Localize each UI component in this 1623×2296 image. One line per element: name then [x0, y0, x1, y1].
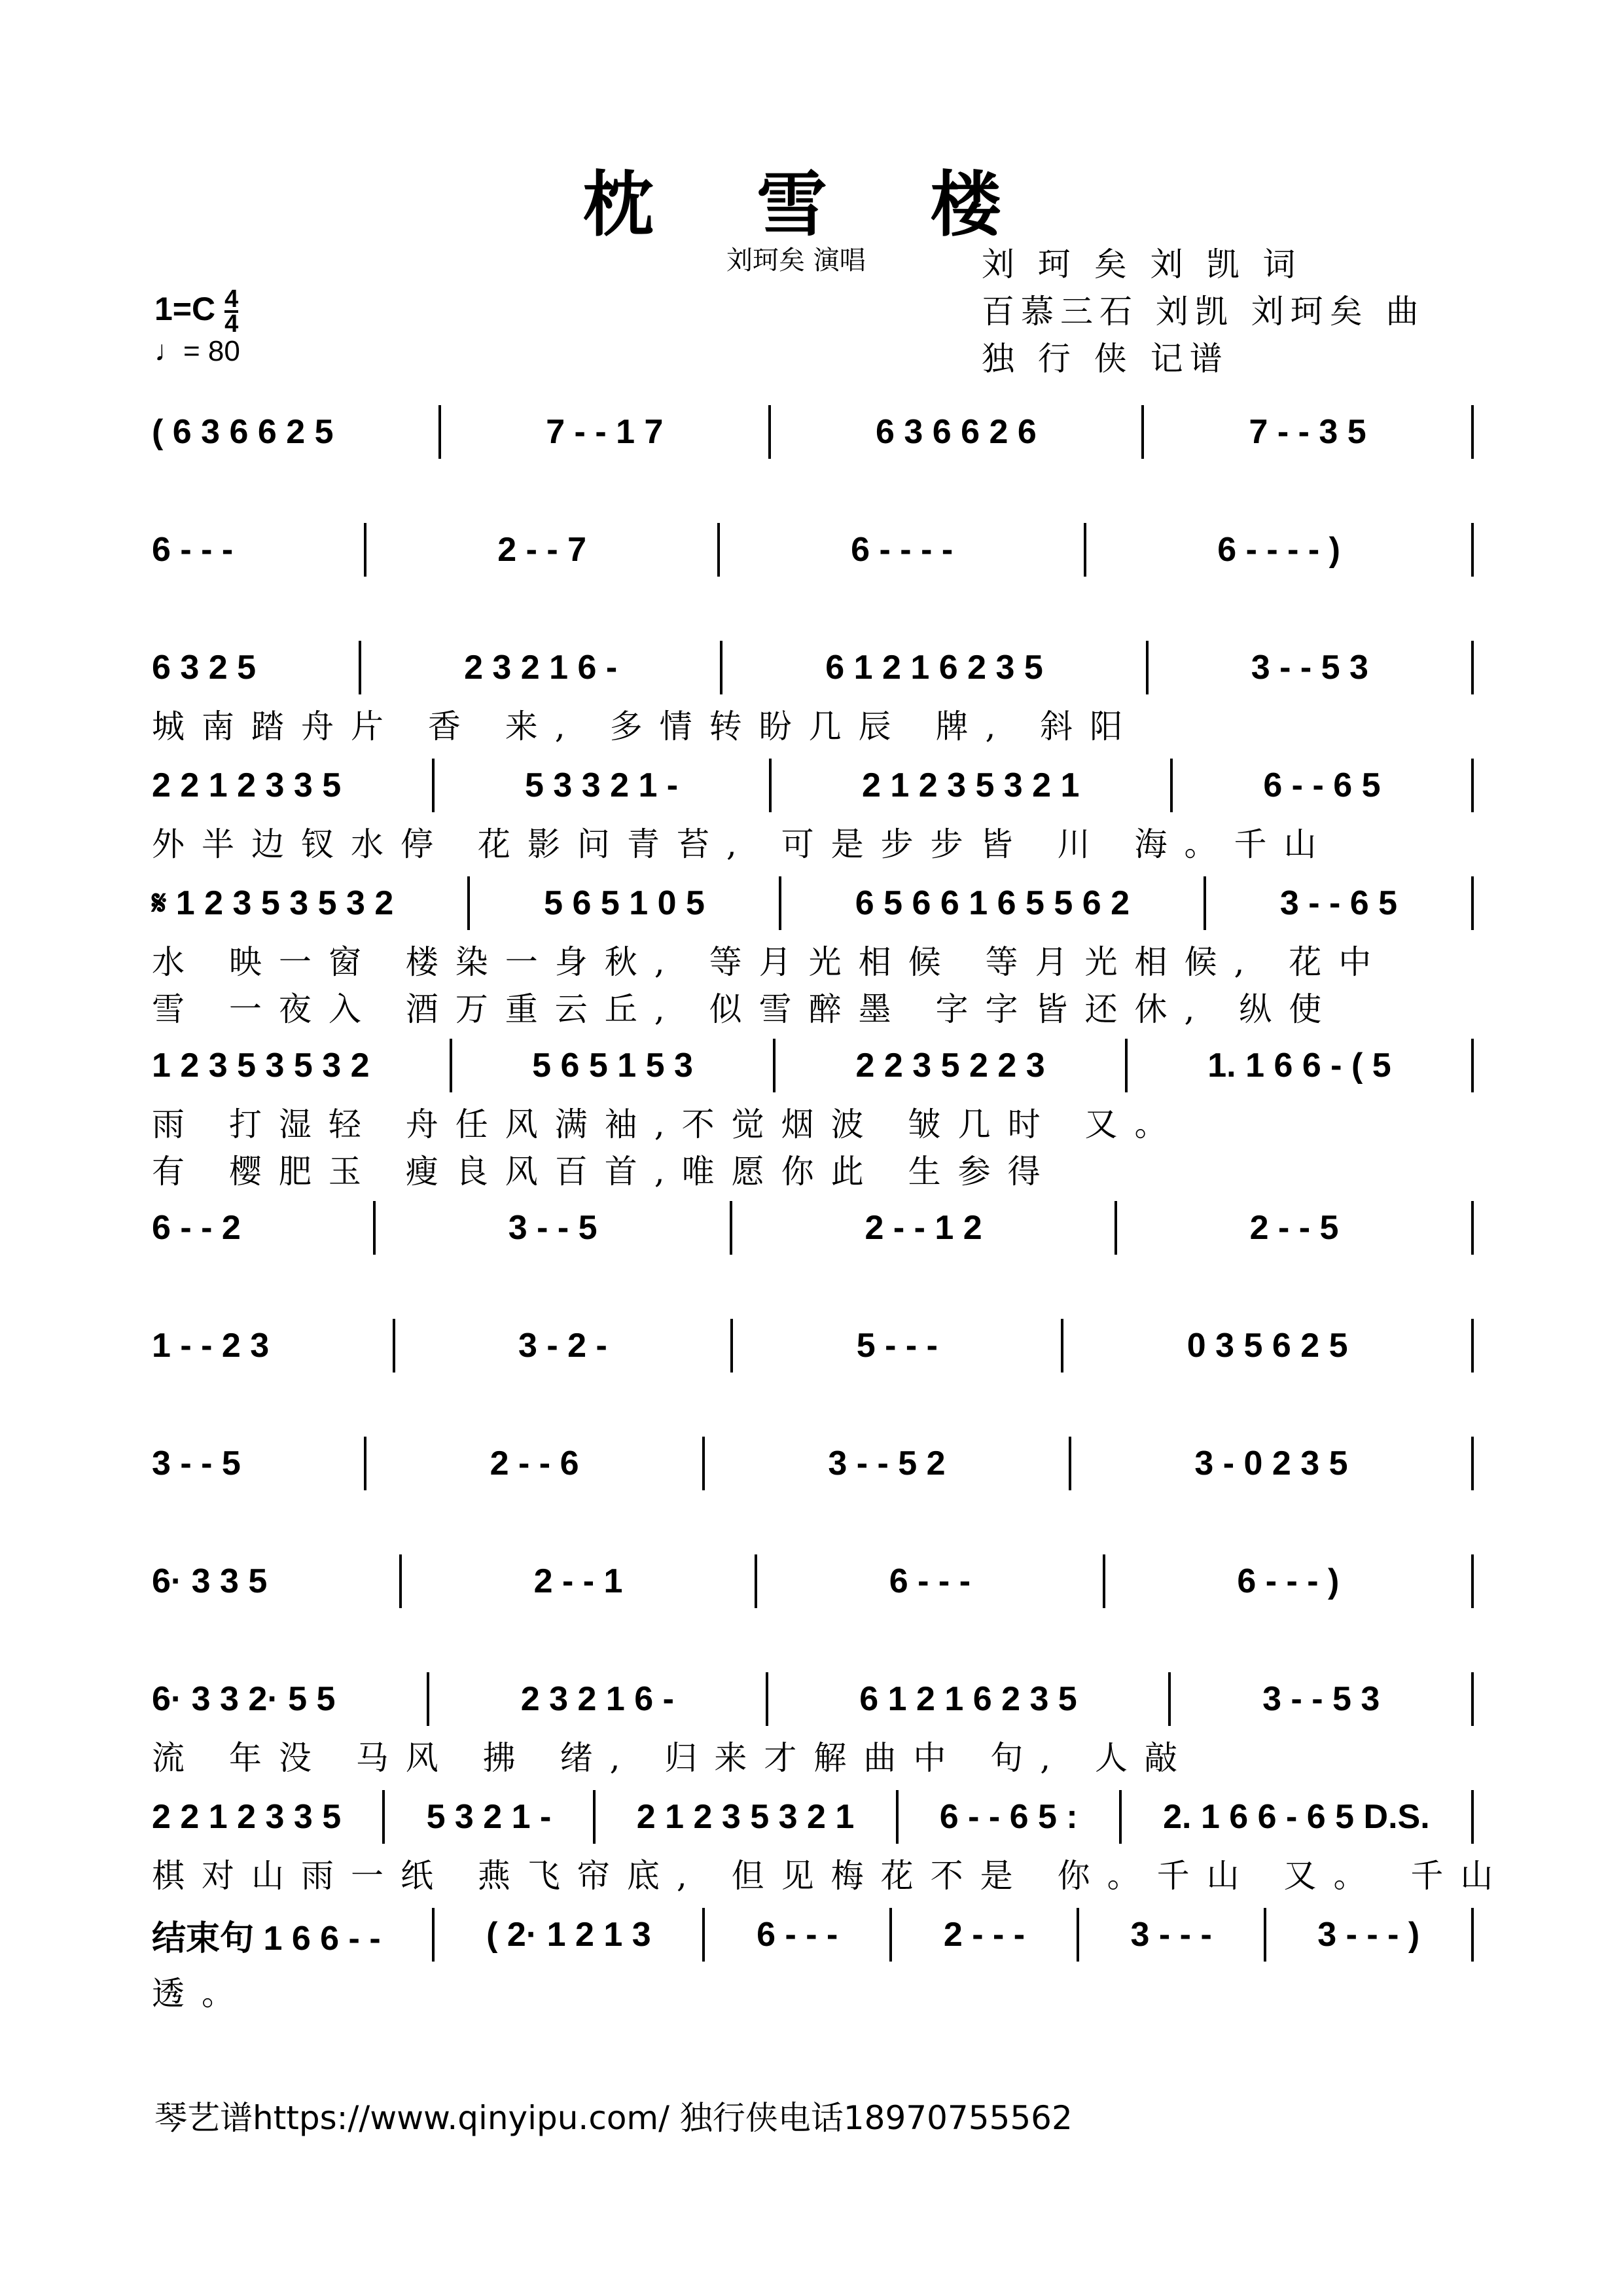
- notation-line: [152, 1437, 1474, 1490]
- notation-line: [152, 406, 1474, 458]
- barline: [1471, 759, 1474, 812]
- measure: 6 - - 2: [152, 1209, 241, 1247]
- barline: [1077, 1908, 1079, 1962]
- barline: [1471, 1201, 1474, 1255]
- measure: 6 - - 6 5 :: [939, 1798, 1078, 1836]
- measure: 3 - 2 -: [518, 1327, 607, 1365]
- measure: 6 - - - -: [851, 531, 954, 569]
- barline: [1471, 876, 1474, 930]
- measure: 𝄋 1 2 3 5 3 5 3 2: [152, 884, 394, 922]
- credits-block: [982, 241, 1425, 382]
- measure: 3 - - 5 3: [1251, 649, 1368, 687]
- barline: [773, 1039, 776, 1092]
- barline: [1471, 1672, 1474, 1726]
- barline: [1146, 641, 1149, 694]
- measure: 2 2 1 2 3 3 5: [152, 1798, 342, 1836]
- barline: [1141, 405, 1144, 459]
- barline: [1084, 523, 1086, 577]
- measure: 6 - - - - ): [1217, 531, 1340, 569]
- lyric-line-1: 城南踏舟片 香 来, 多情转盼几辰 牌, 斜阳: [152, 708, 1140, 745]
- barline: [1061, 1319, 1063, 1372]
- measure: 7 - - 3 5: [1249, 413, 1366, 451]
- score-system: [152, 393, 1474, 511]
- lyric-line-1: 透。: [152, 1975, 251, 2013]
- barline: [896, 1790, 899, 1844]
- notation-line: [152, 1039, 1474, 1092]
- score-system: [152, 746, 1474, 864]
- barline: [1471, 1319, 1474, 1372]
- measure: 2 3 2 1 6 -: [464, 649, 618, 687]
- lyric-line-1: 水 映一窗 楼染一身秋, 等月光相候 等月光相候, 花中: [152, 943, 1389, 981]
- notation-line: [152, 1202, 1474, 1254]
- measure: 1 2 3 5 3 5 3 2: [152, 1047, 370, 1085]
- barline: [432, 1908, 435, 1962]
- time-denominator: 4: [224, 310, 239, 338]
- barline: [399, 1554, 402, 1608]
- barline: [702, 1437, 705, 1490]
- lyric-line-1: 外半边钗水停 花影问青苔, 可是步步皆 川 海。千山: [152, 825, 1334, 863]
- measure: 3 - - - ): [1317, 1916, 1420, 1954]
- barline: [1471, 1437, 1474, 1490]
- measure: 6 1 2 1 6 2 3 5: [859, 1680, 1077, 1718]
- barline: [1471, 1039, 1474, 1092]
- barline: [1471, 641, 1474, 694]
- measure: 2 - - 7: [497, 531, 587, 569]
- barline: [359, 641, 361, 694]
- lyric-line-2: 有 樱肥玉 瘦良风百首,唯愿你此 生参得: [152, 1153, 1058, 1191]
- barline: [755, 1554, 757, 1608]
- score-body: [152, 393, 1510, 2013]
- lyric-line-1: 雨 打湿轻 舟任风满袖,不觉烟波 皱几时 又。: [152, 1105, 1185, 1143]
- performer-credit: 刘珂矣 演唱: [726, 245, 866, 276]
- barline: [450, 1039, 452, 1092]
- measure: 3 - - -: [1130, 1916, 1212, 1954]
- measure: 6 - - -: [757, 1916, 838, 1954]
- score-system: [152, 1424, 1474, 1542]
- score-system: [152, 1895, 1474, 2013]
- lyricist-credit: 刘 珂 矣 刘 凯 词: [982, 245, 1302, 283]
- measure: 6 - - 6 5: [1263, 766, 1381, 804]
- measure: 5 6 5 1 0 5: [544, 884, 705, 922]
- measure: 6 1 2 1 6 2 3 5: [825, 649, 1043, 687]
- score-system: [152, 1542, 1474, 1660]
- barline: [593, 1790, 596, 1844]
- barline: [364, 523, 366, 577]
- measure: 6 3 2 5: [152, 649, 257, 687]
- notation-line: [152, 524, 1474, 576]
- barline: [467, 876, 470, 930]
- composer-credit: 百慕三石 刘凯 刘珂矣 曲: [982, 293, 1425, 331]
- measure: 2 2 1 2 3 3 5: [152, 766, 342, 804]
- measure: 2 3 2 1 6 -: [520, 1680, 674, 1718]
- barline: [889, 1908, 892, 1962]
- barline: [1264, 1908, 1266, 1962]
- measure: 3 - - 5: [152, 1444, 241, 1482]
- notation-line: [152, 877, 1474, 929]
- barline: [427, 1672, 429, 1726]
- barline: [1069, 1437, 1071, 1490]
- measure: 6· 3 3 5: [152, 1562, 268, 1600]
- barline: [1471, 1790, 1474, 1844]
- transcriber-credit: 独 行 侠 记谱: [982, 340, 1229, 378]
- measure: 3 - 0 2 3 5: [1194, 1444, 1348, 1482]
- barline: [1204, 876, 1206, 930]
- barline: [432, 759, 435, 812]
- tempo-marking: ♩= 80: [154, 335, 240, 367]
- measure: 2 1 2 3 5 3 2 1: [636, 1798, 855, 1836]
- score-system: [152, 864, 1474, 1026]
- measure: ( 6 3 6 6 2 5: [152, 413, 334, 451]
- barline: [1168, 1672, 1171, 1726]
- measure: 6· 3 3 2· 5 5: [152, 1680, 336, 1718]
- barline: [1103, 1554, 1105, 1608]
- measure: 1. 1 6 6 - ( 5: [1207, 1047, 1391, 1085]
- measure: 5 3 3 2 1 -: [524, 766, 679, 804]
- time-signature: [224, 285, 239, 338]
- barline: [730, 1319, 733, 1372]
- barline: [1471, 1554, 1474, 1608]
- notation-line: [152, 1673, 1474, 1725]
- score-system: [152, 1778, 1510, 1895]
- barline: [766, 1672, 768, 1726]
- measure: 2 2 3 5 2 2 3: [855, 1047, 1045, 1085]
- barline: [382, 1790, 385, 1844]
- barline: [1471, 1908, 1474, 1962]
- barline: [717, 523, 720, 577]
- barline: [720, 641, 722, 694]
- measure: 6 - - -: [889, 1562, 971, 1600]
- measure: 5 - - -: [856, 1327, 938, 1365]
- key-signature: [154, 285, 239, 338]
- measure: 2 - - 6: [490, 1444, 579, 1482]
- score-system: [152, 511, 1474, 628]
- measure: 6 3 6 6 2 6: [876, 413, 1037, 451]
- notation-line: [152, 759, 1474, 812]
- measure: 0 3 5 6 2 5: [1186, 1327, 1348, 1365]
- barline: [1471, 523, 1474, 577]
- score-system: [152, 1189, 1474, 1306]
- lyric-line-1: 流 年没 马风 拂 绪, 归来才解曲中 句, 人敲: [152, 1739, 1195, 1777]
- measure: 2. 1 6 6 - 6 5 D.S.: [1163, 1798, 1430, 1836]
- barline: [438, 405, 441, 459]
- barline: [769, 759, 772, 812]
- barline: [1170, 759, 1173, 812]
- barline: [373, 1201, 376, 1255]
- notation-line: [152, 1555, 1474, 1607]
- barline: [1471, 405, 1474, 459]
- measure: 3 - - 5 3: [1262, 1680, 1380, 1718]
- lyric-line-2: 雪 一夜入 酒万重云丘, 似雪醉墨 字字皆还休, 纵使: [152, 990, 1339, 1028]
- measure: ( 2· 1 2 1 3: [486, 1916, 651, 1954]
- barline: [1119, 1790, 1122, 1844]
- measure: 结束句 1 6 6 - -: [152, 1919, 381, 1958]
- barline: [730, 1201, 732, 1255]
- measure: 2 - - -: [943, 1916, 1026, 1954]
- key-label: 1=C: [154, 291, 216, 328]
- score-system: [152, 1660, 1474, 1778]
- lyric-line-1: 棋对山雨一纸 燕飞帘底, 但见梅花不是 你。千山 又。 千山: [152, 1857, 1510, 1895]
- measure: 2 - - 1 2: [865, 1209, 982, 1247]
- barline: [702, 1908, 705, 1962]
- measure: 2 - - 1: [533, 1562, 623, 1600]
- barline: [768, 405, 771, 459]
- notation-line: [152, 641, 1474, 694]
- measure: 2 - - 5: [1249, 1209, 1339, 1247]
- measure: 5 3 2 1 -: [426, 1798, 552, 1836]
- score-system: [152, 1306, 1474, 1424]
- notation-line: [152, 1909, 1474, 1961]
- notation-line: [152, 1791, 1474, 1843]
- measure: 2 1 2 3 5 3 2 1: [861, 766, 1080, 804]
- measure: 3 - - 6 5: [1279, 884, 1398, 922]
- measure: 6 5 6 6 1 6 5 5 6 2: [855, 884, 1130, 922]
- barline: [393, 1319, 395, 1372]
- barline: [1125, 1039, 1128, 1092]
- measure: 6 - - - ): [1237, 1562, 1340, 1600]
- barline: [364, 1437, 366, 1490]
- notation-line: [152, 1319, 1474, 1372]
- measure: 5 6 5 1 5 3: [532, 1047, 693, 1085]
- measure: 3 - - 5 2: [828, 1444, 946, 1482]
- song-title: 枕 雪 楼: [582, 164, 1041, 246]
- barline: [1115, 1201, 1117, 1255]
- footer-source: 琴艺谱https://www.qinyipu.com/ 独行侠电话18970755562: [154, 2099, 1073, 2137]
- score-system: [152, 1026, 1474, 1189]
- score-system: [152, 628, 1474, 746]
- measure: 1 - - 2 3: [152, 1327, 270, 1365]
- measure: 3 - - 5: [508, 1209, 597, 1247]
- time-numerator: 4: [224, 285, 239, 313]
- measure: 7 - - 1 7: [546, 413, 664, 451]
- measure: 6 - - -: [152, 531, 234, 569]
- barline: [779, 876, 781, 930]
